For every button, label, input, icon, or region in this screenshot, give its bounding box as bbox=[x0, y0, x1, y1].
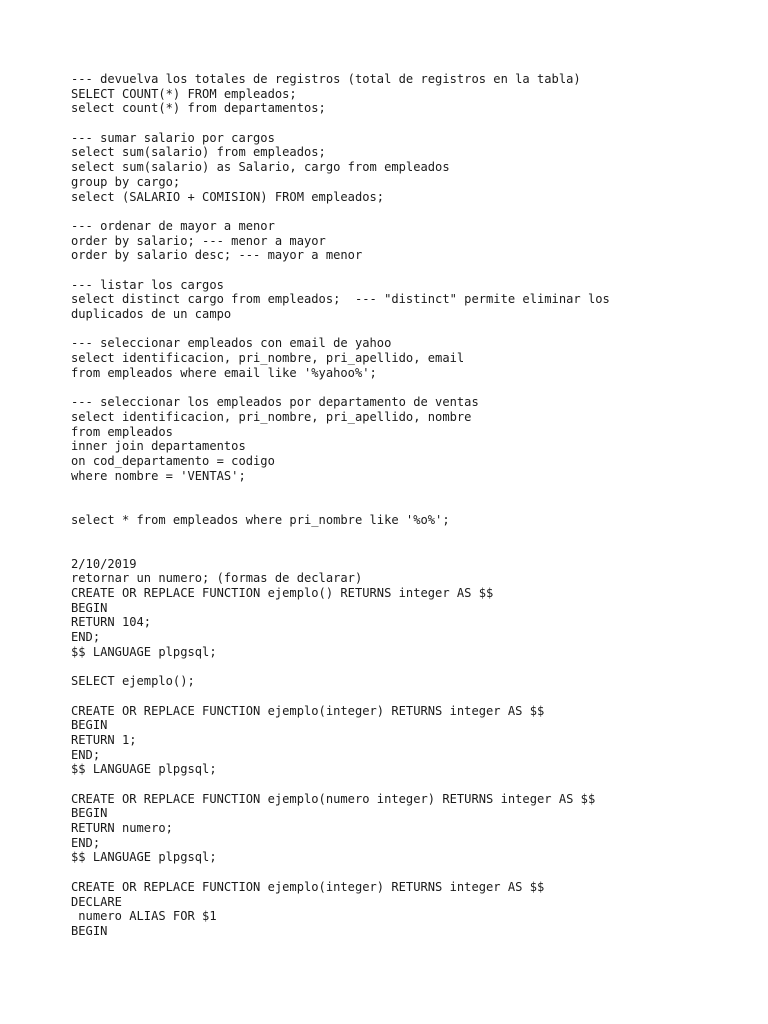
text-line: --- devuelva los totales de registros (total de registros en la tabla) bbox=[71, 72, 581, 86]
text-line: group by cargo; bbox=[71, 174, 181, 189]
text-line bbox=[71, 204, 751, 219]
text-line: duplicados de un campo bbox=[71, 307, 232, 321]
text-line: --- listar los cargos bbox=[71, 277, 224, 292]
text-line: select * from empleados where pri_nombre like '%o%'; bbox=[71, 512, 450, 527]
text-line: $$ LANGUAGE plpgsql; bbox=[71, 644, 217, 659]
text-line: --- seleccionar los empleados por departamento de ventas bbox=[71, 395, 479, 410]
text-line: numero ALIAS FOR $1 bbox=[71, 909, 217, 924]
text-line: $$ LANGUAGE plpgsql; bbox=[71, 850, 217, 865]
text-line bbox=[71, 263, 751, 278]
text-line: DECLARE bbox=[71, 894, 122, 909]
text-line bbox=[71, 322, 751, 337]
text-line bbox=[71, 483, 751, 498]
text-line: RETURN numero; bbox=[71, 821, 173, 836]
text-line: $$ LANGUAGE plpgsql; bbox=[71, 762, 217, 777]
text-line: from empleados where email like '%yahoo%'; bbox=[71, 365, 377, 380]
text-line: select sum(salario) from empleados; bbox=[71, 145, 326, 160]
text-line: select count(*) from departamentos; bbox=[71, 101, 326, 116]
text-line: select identificacion, pri_nombre, pri_apellido, nombre bbox=[71, 409, 472, 424]
text-line bbox=[71, 660, 751, 675]
text-line: from empleados bbox=[71, 424, 173, 439]
text-line bbox=[71, 689, 751, 704]
text-line: select identificacion, pri_nombre, pri_apellido, email bbox=[71, 351, 465, 366]
document-page bbox=[71, 72, 751, 939]
text-line: RETURN 1; bbox=[71, 732, 137, 747]
text-line: select (SALARIO + COMISION) FROM empleados; bbox=[71, 189, 385, 204]
text-line: CREATE OR REPLACE FUNCTION ejemplo(integer) RETURNS integer AS $$ bbox=[71, 703, 545, 718]
text-line bbox=[71, 542, 751, 557]
text-line: END; bbox=[71, 747, 101, 762]
text-line: order by salario desc; --- mayor a menor bbox=[71, 248, 363, 263]
text-line: END; bbox=[71, 630, 101, 645]
text-line: END; bbox=[71, 835, 101, 850]
text-line bbox=[71, 777, 751, 792]
text-line: --- sumar salario por cargos bbox=[71, 130, 275, 145]
text-line: select distinct cargo from empleados; --- "distinct" permite eliminar los bbox=[71, 292, 610, 307]
text-line: CREATE OR REPLACE FUNCTION ejemplo(integer) RETURNS integer AS $$ bbox=[71, 879, 545, 894]
text-line: BEGIN bbox=[71, 806, 108, 821]
text-line: retornar un numero; (formas de declarar) bbox=[71, 571, 363, 586]
text-line: select sum(salario) as Salario, cargo from empleados bbox=[71, 160, 450, 175]
text-line: BEGIN bbox=[71, 600, 108, 615]
text-line: on cod_departamento = codigo bbox=[71, 453, 275, 468]
text-line bbox=[71, 116, 751, 131]
text-line: SELECT ejemplo(); bbox=[71, 674, 195, 689]
text-line bbox=[71, 865, 751, 880]
text-line bbox=[71, 498, 751, 513]
text-line: where nombre = 'VENTAS'; bbox=[71, 468, 246, 483]
text-line: order by salario; --- menor a mayor bbox=[71, 233, 326, 248]
text-line bbox=[71, 380, 751, 395]
text-line: BEGIN bbox=[71, 718, 108, 733]
text-line: --- seleccionar empleados con email de yahoo bbox=[71, 336, 392, 351]
text-line: RETURN 104; bbox=[71, 615, 152, 630]
text-line: --- ordenar de mayor a menor bbox=[71, 218, 275, 233]
text-line bbox=[71, 527, 751, 542]
text-line: CREATE OR REPLACE FUNCTION ejemplo() RETURNS integer AS $$ bbox=[71, 586, 494, 601]
text-line: BEGIN bbox=[71, 923, 108, 938]
text-line: 2/10/2019 bbox=[71, 556, 137, 571]
text-line: inner join departamentos bbox=[71, 439, 246, 454]
text-line: SELECT COUNT(*) FROM empleados; bbox=[71, 86, 297, 101]
text-line: CREATE OR REPLACE FUNCTION ejemplo(numero integer) RETURNS integer AS $$ bbox=[71, 791, 596, 806]
